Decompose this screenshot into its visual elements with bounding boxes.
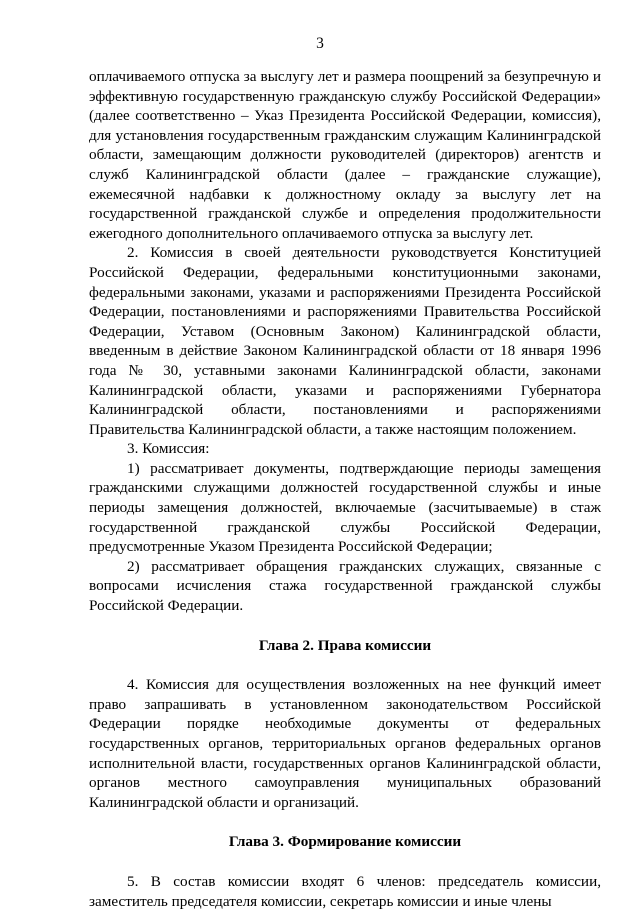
page-number: 3 — [316, 35, 324, 52]
paragraph-3-item-1: 1) рассматривает документы, подтверждающие периоды замещения гражданскими служащими должностей государственной службы и иные периоды замещения должностей, включаемые (засчитываемые) в стаж государственной гражданской службы Российской Федерации, предусмотренные Указом Президента Российской Федерации; — [89, 459, 601, 556]
document-body — [89, 67, 601, 911]
paragraph-5: 5. В состав комиссии входят 6 членов: председатель комиссии, заместитель председателя комиссии, секретарь комиссии и иные члены — [89, 872, 601, 910]
paragraph-3-item-2: 2) рассматривает обращения гражданских служащих, связанные с вопросами исчисления стажа государственной гражданской службы Российской Федерации. — [89, 557, 601, 615]
paragraph-intro-continuation: оплачиваемого отпуска за выслугу лет и размера поощрений за безупречную и эффективную государственную гражданскую службу Российской Федерации» (далее соответственно – Указ Президента Российской Федерации, комиссия), для установления государственным гражданским служащим Калининградской области, замещающим должности руководителей (директоров) агентств и служб Калининградской области (далее – гражданские служащие), ежемесячной надбавки к должностному окладу за выслугу лет на государственной гражданской службе и определения продолжительности ежегодного дополнительного оплачиваемого отпуска за выслугу лет. — [89, 68, 601, 242]
paragraph-2: 2. Комиссия в своей деятельности руководствуется Конституцией Российской Федерации, федеральными конституционными законами, федеральными законами, указами и распоряжениями Президента Российской Федерации, постановлениями и распоряжениями Правительства Российской Федерации, Уставом (Основным Законом) Калининградской области, введенным в действие Законом Калининградской области от 18 января 1996 года № 30, уставными законами Калининградской области, законами Калининградской области, указами и распоряжениями Губернатора Калининградской области, постановлениями и распоряжениями Правительства Калининградской области, а также настоящим положением. — [89, 244, 601, 438]
chapter-2-heading: Глава 2. Права комиссии — [258, 636, 432, 654]
paragraph-3: 3. Комиссия: — [127, 440, 210, 458]
chapter-3-heading: Глава 3. Формирование комиссии — [228, 833, 462, 851]
paragraph-4: 4. Комиссия для осуществления возложенных на нее функций имеет право запрашивать в установленном законодательством Российской Федерации порядке необходимые документы от федеральных государственных органов, территориальных органов федеральных органов исполнительной власти, государственных органов Калининградской области, органов местного самоуправления муниципальных образований Калининградской области и организаций. — [89, 676, 601, 811]
